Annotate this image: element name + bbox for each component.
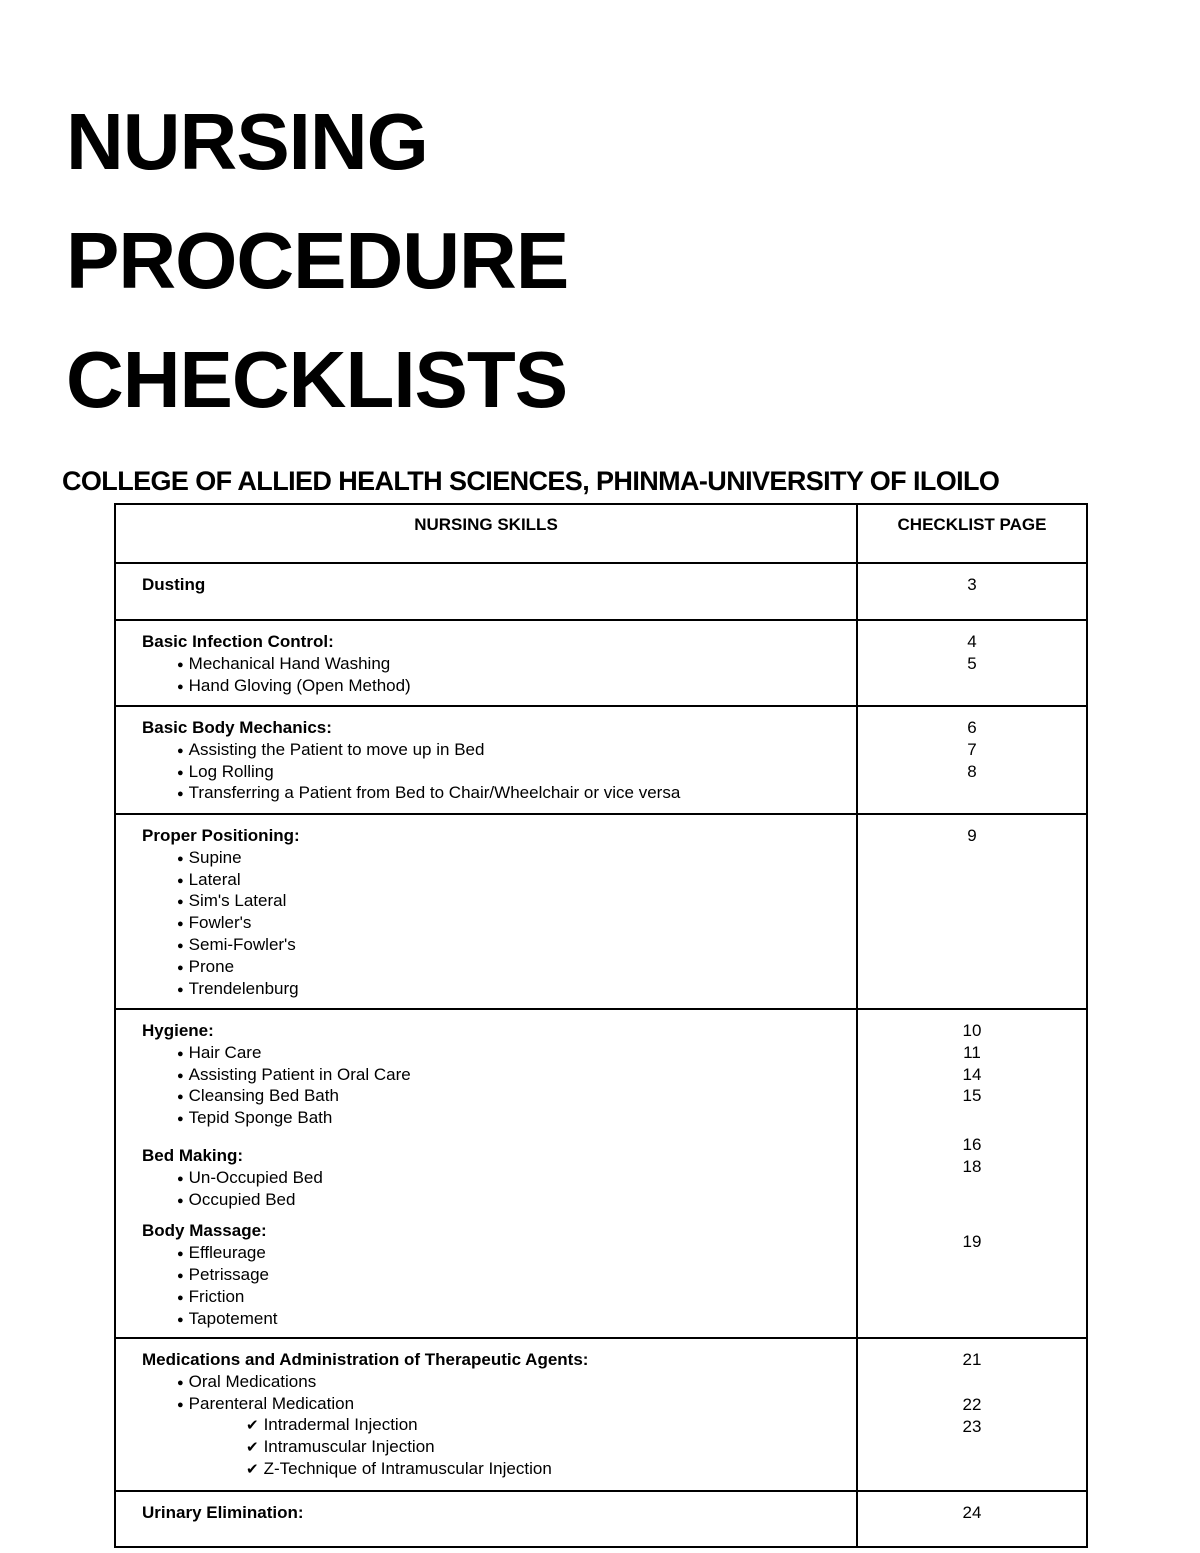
sub-list-item: ✔ Intramuscular Injection	[142, 1436, 856, 1458]
list-item: ● Hand Gloving (Open Method)	[142, 675, 856, 697]
page-cell	[857, 1491, 1087, 1547]
skill-group-title: Basic Body Mechanics:	[142, 718, 332, 737]
sub-list-item: ✔ Intradermal Injection	[142, 1414, 856, 1436]
page-cell	[857, 620, 1087, 706]
list-item: ● Sim's Lateral	[142, 890, 856, 912]
page-number: 10	[962, 1021, 982, 1040]
skill-cell	[115, 620, 857, 706]
page-number: 8	[967, 761, 977, 781]
checklist-page-header: CHECKLIST PAGE	[857, 504, 1087, 563]
list-item: ● Hair Care	[142, 1042, 856, 1064]
page-cell	[857, 814, 1087, 1009]
table-row	[115, 706, 1087, 814]
list-item: ● Tepid Sponge Bath	[142, 1107, 856, 1129]
list-item: ● Assisting the Patient to move up in Bed	[142, 739, 856, 761]
list-item: ● Oral Medications	[142, 1371, 856, 1393]
list-item: ● Cleansing Bed Bath	[142, 1085, 856, 1107]
list-item: ● Log Rolling	[142, 761, 856, 783]
list-item: ● Petrissage	[142, 1264, 856, 1286]
skill-group-title: Medications and Administration of Therapeutic Agents:	[142, 1350, 589, 1369]
skill-cell	[115, 1009, 857, 1338]
list-item: ● Semi-Fowler's	[142, 934, 856, 956]
page-cell	[857, 706, 1087, 814]
list-item: ● Occupied Bed	[142, 1189, 856, 1211]
skill-group-title: Urinary Elimination:	[142, 1503, 304, 1522]
page-number: 7	[967, 739, 977, 759]
page-number: 24	[962, 1503, 982, 1522]
skill-cell	[115, 706, 857, 814]
nursing-skills-header: NURSING SKILLS	[115, 504, 857, 563]
skill-group-title: Hygiene:	[142, 1021, 214, 1040]
page-number: 19	[962, 1231, 982, 1251]
skill-group-title: Body Massage:	[142, 1221, 267, 1241]
list-item: ● Fowler's	[142, 912, 856, 934]
page-cell	[857, 1338, 1087, 1491]
list-item: ● Lateral	[142, 869, 856, 891]
table-row	[115, 563, 1087, 620]
table-row	[115, 1491, 1087, 1547]
sub-list-item: ✔ Z-Technique of Intramuscular Injection	[142, 1458, 856, 1480]
page-cell	[857, 1009, 1087, 1338]
page-number: 21	[962, 1350, 982, 1369]
skill-cell	[115, 814, 857, 1009]
title-line: PROCEDURE	[66, 216, 569, 305]
page-number: 15	[962, 1086, 982, 1106]
skill-cell	[115, 1491, 857, 1547]
document-title	[66, 82, 568, 439]
page-number: 3	[967, 575, 977, 594]
list-item: ● Parenteral Medication	[142, 1393, 856, 1415]
page-number: 16	[962, 1135, 982, 1155]
list-item: ● Friction	[142, 1286, 856, 1308]
institution-subtitle: COLLEGE OF ALLIED HEALTH SCIENCES, PHINMA-UNIVERSITY OF ILOILO	[62, 466, 1000, 496]
list-item: ● Effleurage	[142, 1242, 856, 1264]
list-item: ● Prone	[142, 956, 856, 978]
page-number: 14	[962, 1064, 982, 1084]
table-row	[115, 620, 1087, 706]
list-item: ● Un-Occupied Bed	[142, 1167, 856, 1189]
table-row	[115, 1009, 1087, 1338]
title-line: NURSING	[66, 97, 428, 186]
list-item: ● Tapotement	[142, 1308, 856, 1330]
title-line: CHECKLISTS	[66, 335, 568, 424]
skill-group-title: Dusting	[142, 575, 206, 594]
table-row	[115, 814, 1087, 1009]
skill-group-title: Proper Positioning:	[142, 826, 300, 845]
page-number: 9	[967, 826, 977, 845]
skill-cell	[115, 1338, 857, 1491]
skill-cell	[115, 563, 857, 620]
page-cell	[857, 563, 1087, 620]
skill-group-title: Bed Making:	[142, 1145, 244, 1165]
page-number: 6	[967, 718, 977, 737]
page-number: 18	[962, 1156, 982, 1176]
page-number: 5	[967, 653, 977, 673]
list-item: ● Transferring a Patient from Bed to Chair/Wheelchair or vice versa	[142, 782, 856, 804]
skills-table	[114, 503, 1088, 1548]
table-header-row	[115, 504, 1087, 563]
table-row	[115, 1338, 1087, 1491]
page-number: 22	[962, 1394, 982, 1414]
page-number: 11	[963, 1042, 981, 1062]
page-number: 23	[962, 1416, 982, 1436]
list-item: ● Mechanical Hand Washing	[142, 653, 856, 675]
skill-group-title: Basic Infection Control:	[142, 632, 334, 651]
list-item: ● Assisting Patient in Oral Care	[142, 1064, 856, 1086]
page-number: 4	[967, 632, 977, 651]
list-item: ● Trendelenburg	[142, 978, 856, 1000]
list-item: ● Supine	[142, 847, 856, 869]
